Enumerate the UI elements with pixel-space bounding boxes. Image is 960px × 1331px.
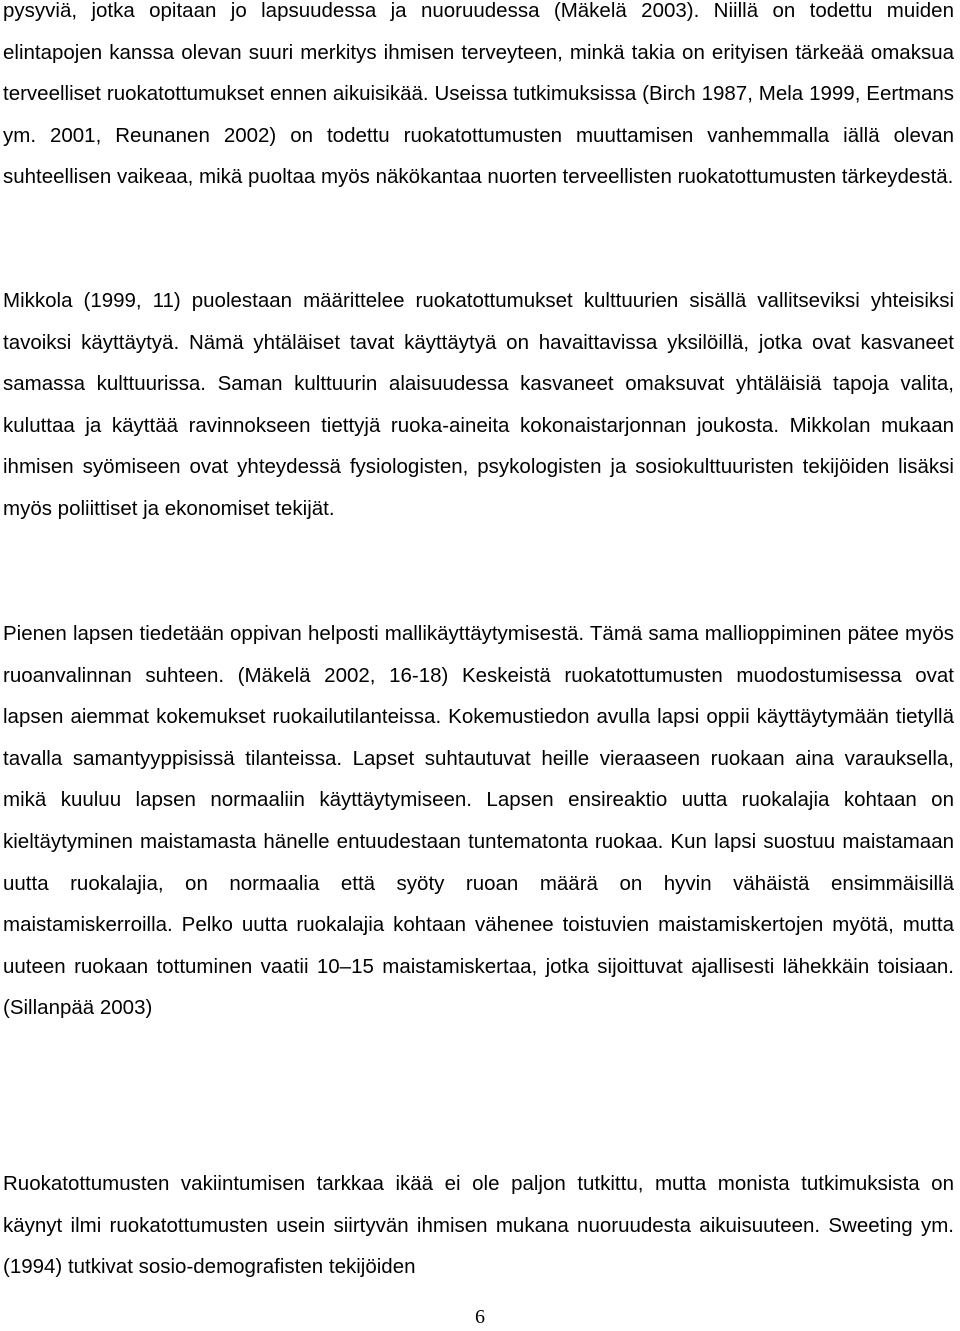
paragraph-mikkola-definition: Mikkola (1999, 11) puolestaan määrittelee ruokatottumukset kulttuurien sisällä vallitseviksi yhteisiksi tavoiksi käyttäytyä. Nämä yhtäläiset tavat käyttäytyä on havaittavissa yksilöillä, jotka ovat kasvaneet samassa kulttuurissa. Saman kulttuurin alaisuudessa kasvaneet omaksuvat yhtäläisiä tapoja valita, kuluttaa ja käyttää ravinnokseen tiettyjä ruoka-aineita kokonaistarjonnan joukosta. Mikkolan mukaan ihmisen syömiseen ovat yhteydessä fysiologisten, psykologisten ja sosiokulttuuristen tekijöiden lisäksi myös poliittiset ja ekonomiset tekijät.	[3, 289, 954, 520]
paragraph-child-model-learning: Pienen lapsen tiedetään oppivan helposti mallikäyttäytymisestä. Tämä sama mallioppiminen pätee myös ruoanvalinnan suhteen. (Mäkelä 2002, 16-18) Keskeistä ruokatottumusten muodostumisessa ovat lapsen aiemmat kokemukset ruokailutilanteissa. Kokemustiedon avulla lapsi oppii käyttäytymään tietyllä tavalla samantyyppisissä tilanteissa. Lapset suhtautuvat heille vieraaseen ruokaan aina varauksella, mikä kuuluu lapsen normaaliin käyttäytymiseen. Lapsen ensireaktio uutta ruokalajia kohtaan on kieltäytyminen maistamasta hänelle entuudestaan tuntematonta ruokaa. Kun lapsi suostuu maistamaan uutta ruokalajia, on normaalia että syöty ruoan määrä on hyvin vähäistä ensimmäisillä maistamiskerroilla. Pelko uutta ruokalajia kohtaan vähenee toistuvien maistamiskertojen myötä, mutta uuteen ruokaan tottuminen vaatii 10–15 maistamiskertaa, jotka sijoittuvat ajallisesti lähekkäin toisiaan. (Sillanpää 2003)	[3, 622, 954, 1020]
page-number: 6	[475, 1306, 485, 1328]
paragraph-habit-stabilization: Ruokatottumusten vakiintumisen tarkkaa ikää ei ole paljon tutkittu, mutta monista tutkimuksista on käynyt ilmi ruokatottumusten usein siirtyvän ihmisen mukana nuoruudesta aikuisuuteen. Sweeting ym. (1994) tutkivat sosio-demografisten tekijöiden	[3, 1172, 954, 1279]
paragraph-food-habits-childhood: pysyviä, jotka opitaan jo lapsuudessa ja nuoruudessa (Mäkelä 2003). Niillä on todettu muiden elintapojen kanssa olevan suuri merkitys ihmisen terveyteen, minkä takia on erityisen tärkeää omaksua terveelliset ruokatottumukset ennen aikuisikää. Useissa tutkimuksissa (Birch 1987, Mela 1999, Eertmans ym. 2001, Reunanen 2002) on todettu ruokatottumusten muuttamisen vanhemmalla iällä olevan suhteellisen vaikeaa, mikä puoltaa myös näkökantaa nuorten terveellisten ruokatottumusten tärkeydestä.	[3, 0, 954, 189]
